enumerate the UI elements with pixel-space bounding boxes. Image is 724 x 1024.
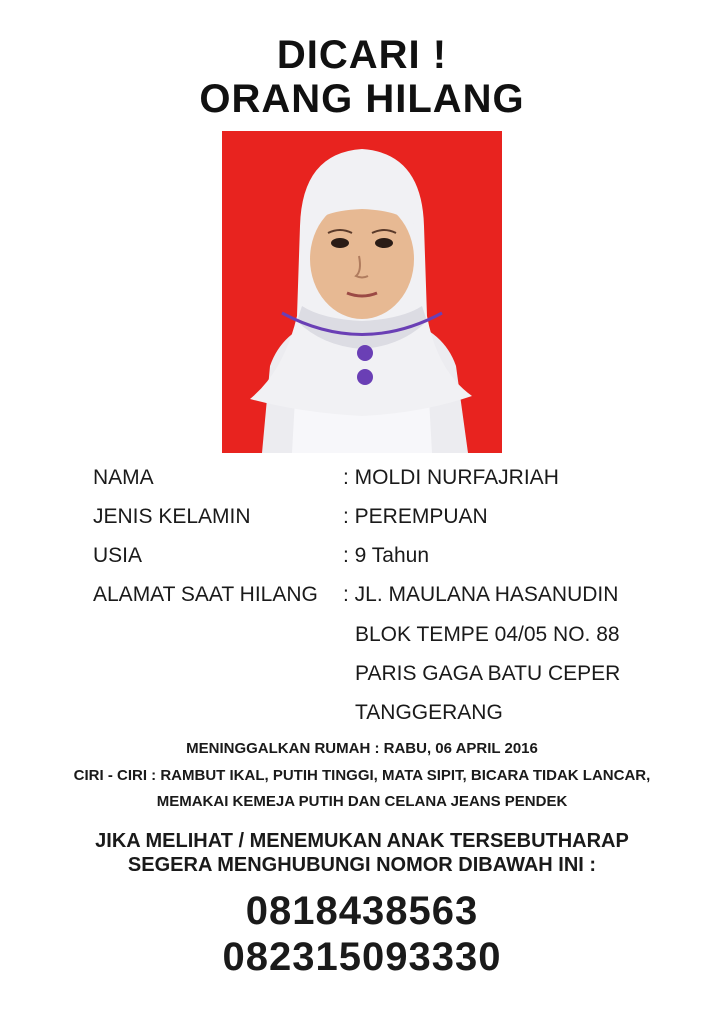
value-nama: : MOLDI NURFAJRIAH [343,466,559,489]
value-jenis-kelamin: : PEREMPUAN [343,505,488,528]
appeal-line-2: SEGERA MENGHUBUNGI NOMOR DIBAWAH INI : [127,854,597,876]
poster-title-line1: DICARI ! [276,33,448,77]
contact-phone-2: 082315093330 [222,935,502,979]
traits-line-1: CIRI - CIRI : RAMBUT IKAL, PUTIH TINGGI, MATA SIPIT, BICARA TIDAK LANCAR, [73,767,651,784]
poster-title-line2: ORANG HILANG [199,77,525,121]
missing-child-photo [222,131,502,453]
appeal-line-1: JIKA MELIHAT / MENEMUKAN ANAK TERSEBUTHARAP [95,830,629,852]
label-alamat: ALAMAT SAAT HILANG [93,583,318,606]
contact-phone-1: 0818438563 [245,889,479,933]
label-usia: USIA [93,544,143,567]
traits-line-2: MEMAKAI KEMEJA PUTIH DAN CELANA JEANS PENDEK [156,793,568,810]
label-jenis-kelamin: JENIS KELAMIN [93,505,251,528]
left-home-date: MENINGGALKAN RUMAH : RABU, 06 APRIL 2016 [186,740,538,757]
value-alamat: : JL. MAULANA HASANUDIN [343,583,619,606]
address-line-4: TANGGERANG [355,701,503,724]
label-nama: NAMA [93,466,154,489]
value-usia: : 9 Tahun [343,544,430,567]
child-portrait-illustration [222,131,502,453]
address-line-3: PARIS GAGA BATU CEPER [355,662,621,685]
address-line-2: BLOK TEMPE 04/05 NO. 88 [355,623,620,646]
